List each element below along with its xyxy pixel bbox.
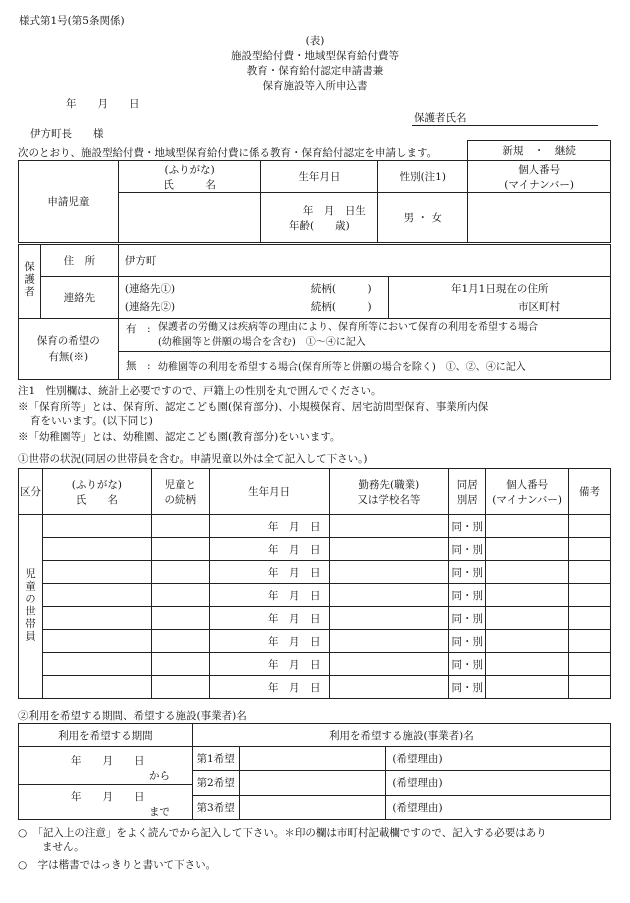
- hh-birth-cell[interactable]: 年 月 日: [209, 630, 329, 653]
- hh-relation-cell[interactable]: [151, 630, 209, 653]
- hh-living-cell[interactable]: 同・別: [449, 676, 486, 699]
- hh-birth-cell[interactable]: 年 月 日: [209, 538, 329, 561]
- furigana-label: (ふりがな): [164, 163, 215, 176]
- table-row: [19, 515, 611, 538]
- title-line-1: 施設型給付費・地域型保育給付費等: [231, 50, 399, 62]
- mynumber-sub-label: (マイナンバー): [504, 178, 574, 191]
- hope-table: [18, 318, 611, 380]
- choice-3-field[interactable]: [239, 795, 386, 819]
- table-row: [19, 584, 611, 607]
- hh-work-1: 勤務先(職業): [358, 478, 420, 491]
- hh-work-cell[interactable]: [329, 607, 449, 630]
- hh-header-work: [329, 469, 449, 515]
- note-3: ※「幼稚園等」とは、幼稚園、認定こども園(教育部分)をいいます。: [18, 431, 341, 443]
- period-field[interactable]: [19, 747, 193, 820]
- hh-birth-cell[interactable]: 年 月 日: [209, 584, 329, 607]
- applicant-label: 申請児童: [19, 161, 119, 243]
- hh-mynum-1: 個人番号: [506, 478, 549, 491]
- hh-relation-cell[interactable]: [151, 676, 209, 699]
- age-value: 年齢( 歳): [289, 219, 350, 232]
- hope-label-2: 有無(※): [48, 351, 89, 363]
- hh-header-relation: [151, 469, 209, 515]
- hh-header-birth: 生年月日: [209, 469, 329, 515]
- hh-note-cell[interactable]: [569, 515, 611, 538]
- hh-work-cell[interactable]: [329, 653, 449, 676]
- address-field[interactable]: 伊方町: [118, 245, 610, 277]
- address-label: 住 所: [40, 245, 118, 277]
- hh-relation-cell[interactable]: [151, 515, 209, 538]
- table-row: [19, 653, 611, 676]
- jan-address-label: 年1月1日現在の住所: [451, 282, 549, 295]
- hh-living-cell[interactable]: 同・別: [449, 653, 486, 676]
- period-table: [18, 723, 611, 820]
- hh-birth-cell[interactable]: 年 月 日: [209, 653, 329, 676]
- new-renew-cell[interactable]: 新規 ・ 継続: [468, 141, 611, 161]
- contact1-label: (連絡先①): [124, 282, 176, 295]
- applicant-name-header: [118, 161, 261, 193]
- title-line-2: 教育・保育給付認定申請書兼: [246, 65, 384, 77]
- choice-1-label: 第1希望: [192, 747, 239, 771]
- intro-text: 次のとおり、施設型給付費・地域型保育給付費に係る教育・保育給付認定を申請します。: [18, 147, 438, 159]
- hh-header-living: [449, 469, 486, 515]
- application-table: [18, 140, 611, 243]
- table-row: [19, 607, 611, 630]
- hh-side-label: [19, 515, 43, 699]
- from-label: から: [149, 770, 170, 782]
- hh-birth-cell[interactable]: 年 月 日: [209, 515, 329, 538]
- hh-mynumber-cell[interactable]: [486, 515, 569, 538]
- footer-2: ○ 字は楷書ではっきりと書いて下さい。: [18, 859, 217, 871]
- jan-address-field[interactable]: [389, 277, 611, 319]
- hh-relation-cell[interactable]: [151, 653, 209, 676]
- household-table: [18, 468, 611, 699]
- mynumber-field[interactable]: [468, 193, 611, 243]
- hh-name: 氏 名: [75, 493, 118, 506]
- choice-1-field[interactable]: [239, 747, 386, 771]
- relation1-label: 続柄( ): [310, 282, 372, 295]
- guardian-label-text: 保護者: [22, 261, 35, 299]
- choice-3-label: 第3希望: [192, 795, 239, 819]
- mynumber-header: [468, 161, 611, 193]
- table-row: [19, 561, 611, 584]
- hh-living-cell[interactable]: 同・別: [449, 607, 486, 630]
- name-label: 氏 名: [163, 178, 216, 191]
- relation-field[interactable]: [311, 277, 389, 319]
- hope-yes-text: [158, 319, 611, 352]
- header-side: (表): [305, 35, 325, 47]
- birth-value: 年 月 日生: [302, 204, 366, 217]
- date-line: 年 月 日: [66, 98, 140, 110]
- hh-furigana: (ふりがな): [71, 478, 122, 491]
- hh-living-cell[interactable]: 同・別: [449, 515, 486, 538]
- hope-yes-option[interactable]: 有 :: [118, 319, 158, 352]
- hh-relation-cell[interactable]: [151, 561, 209, 584]
- footer-1a: ○ 「記入上の注意」をよく読んでから記入して下さい。＊印の欄は市町村記載欄ですので、記入する必要はあり: [18, 827, 547, 839]
- title-line-3: 保育施設等入所申込書: [262, 80, 368, 92]
- hh-name-cell[interactable]: [42, 584, 151, 607]
- mynumber-label: 個人番号: [518, 163, 561, 176]
- facility-header: 利用を希望する施設(事業者)名: [192, 724, 610, 747]
- sex-header: 性別(注1): [378, 161, 468, 193]
- hh-name-cell[interactable]: [42, 630, 151, 653]
- hh-live-2: 別居: [456, 493, 478, 506]
- hope-label: [19, 319, 119, 380]
- guardian-label: [19, 245, 41, 319]
- hh-note-cell[interactable]: [569, 561, 611, 584]
- hh-work-cell[interactable]: [329, 515, 449, 538]
- hh-mynum-2: (マイナンバー): [492, 493, 562, 506]
- hh-work-cell[interactable]: [329, 676, 449, 699]
- hh-living-cell[interactable]: 同・別: [449, 538, 486, 561]
- hh-living-cell[interactable]: 同・別: [449, 584, 486, 607]
- guardian-table: [18, 244, 611, 319]
- hh-mynumber-cell[interactable]: [486, 653, 569, 676]
- hh-note-cell[interactable]: [569, 607, 611, 630]
- hh-header-name: [42, 469, 151, 515]
- hh-mynumber-cell[interactable]: [486, 584, 569, 607]
- hope-no-text: 幼稚園等の利用を希望する場合(保育所等と併願の場合を除く) ①、②、④に記入: [158, 352, 611, 380]
- hh-relation-cell[interactable]: [151, 607, 209, 630]
- choice-2-label: 第2希望: [192, 771, 239, 795]
- choice-2-field[interactable]: [239, 771, 386, 795]
- note-2a: ※「保育所等」とは、保育所、認定こども園(保育部分)、小規模保育、居宅訪問型保育、事業所内保: [18, 401, 489, 413]
- hh-relation-cell[interactable]: [151, 584, 209, 607]
- contact2-label: (連絡先②): [124, 300, 176, 313]
- hh-rel-2: の続柄: [164, 493, 196, 506]
- hh-mynumber-cell[interactable]: [486, 538, 569, 561]
- hh-name-cell[interactable]: [42, 561, 151, 584]
- hh-relation-cell[interactable]: [151, 538, 209, 561]
- table-row: [19, 676, 611, 699]
- table-row: [19, 538, 611, 561]
- contact-label: 連絡先: [40, 277, 118, 319]
- sex-field[interactable]: 男 ・ 女: [378, 193, 468, 243]
- relation2-label: 続柄( ): [310, 300, 372, 313]
- hh-work-cell[interactable]: [329, 561, 449, 584]
- hh-mynumber-cell[interactable]: [486, 630, 569, 653]
- hh-header-mynumber: [486, 469, 569, 515]
- form-number: 様式第1号(第5条関係): [19, 15, 125, 27]
- hh-work-cell[interactable]: [329, 584, 449, 607]
- hh-work-cell[interactable]: [329, 630, 449, 653]
- applicant-name-field[interactable]: [118, 193, 261, 243]
- hh-name-cell[interactable]: [42, 653, 151, 676]
- hh-living-cell[interactable]: 同・別: [449, 561, 486, 584]
- hope-no-option[interactable]: 無 :: [118, 352, 158, 380]
- hh-name-cell[interactable]: [42, 515, 151, 538]
- hh-note-cell[interactable]: [569, 653, 611, 676]
- hh-birth-cell[interactable]: 年 月 日: [209, 607, 329, 630]
- hh-name-cell[interactable]: [42, 607, 151, 630]
- guardian-name-line: [412, 125, 598, 126]
- note-2b: 育をいいます。(以下同じ): [30, 415, 153, 427]
- hh-name-cell[interactable]: [42, 538, 151, 561]
- hh-mynumber-cell[interactable]: [486, 607, 569, 630]
- hope-yes-line1: 保護者の労働又は疾病等の理由により、保育所等において保育の利用を希望する場合: [157, 322, 538, 333]
- hh-header-note: 備考: [569, 469, 611, 515]
- addressee: 伊方町長 様: [30, 128, 104, 140]
- hh-work-cell[interactable]: [329, 538, 449, 561]
- hh-living-cell[interactable]: 同・別: [449, 630, 486, 653]
- table-row: [19, 630, 611, 653]
- to-label: まで: [149, 806, 170, 818]
- hope-yes-line2: (幼稚園等と併願の場合を含む) ①～④に記入: [157, 337, 366, 348]
- hh-birth-cell[interactable]: 年 月 日: [209, 676, 329, 699]
- period-title: ②利用を希望する期間、希望する施設(事業者)名: [18, 710, 247, 722]
- to-date: 年 月 日: [71, 791, 145, 803]
- contact-field[interactable]: [118, 277, 311, 319]
- footer-1b: ません。: [42, 841, 85, 853]
- choice-1-reason[interactable]: (希望理由): [386, 747, 611, 771]
- hope-label-1: 保育の希望の: [36, 335, 100, 347]
- choice-2-reason[interactable]: (希望理由): [386, 771, 611, 795]
- from-date: 年 月 日: [71, 755, 145, 767]
- household-title: ①世帯の状況(同居の世帯員を含む。申請児童以外は全て記入して下さい。): [18, 453, 368, 465]
- hh-birth-cell[interactable]: 年 月 日: [209, 561, 329, 584]
- hh-mynumber-cell[interactable]: [486, 561, 569, 584]
- hh-name-cell[interactable]: [42, 676, 151, 699]
- birth-header: 生年月日: [261, 161, 378, 193]
- birth-field[interactable]: [261, 193, 378, 243]
- guardian-name-label: 保護者氏名: [414, 112, 467, 124]
- choice-3-reason[interactable]: (希望理由): [386, 795, 611, 819]
- hh-mynumber-cell[interactable]: [486, 676, 569, 699]
- period-header: 利用を希望する期間: [19, 724, 193, 747]
- hh-note-cell[interactable]: [569, 676, 611, 699]
- hh-note-cell[interactable]: [569, 538, 611, 561]
- note-1: 注1 性別欄は、統計上必要ですので、戸籍上の性別を丸で囲んでください。: [18, 385, 382, 397]
- hh-note-cell[interactable]: [569, 630, 611, 653]
- hh-header-kubun: 区分: [19, 469, 43, 515]
- hh-side-label-text: 児童の世帯員: [23, 567, 36, 643]
- hh-rel-1: 児童と: [164, 478, 196, 491]
- hh-note-cell[interactable]: [569, 584, 611, 607]
- hh-work-2: 又は学校名等: [357, 493, 421, 506]
- hh-live-1: 同居: [456, 478, 478, 491]
- city-label: 市区町村: [518, 300, 560, 313]
